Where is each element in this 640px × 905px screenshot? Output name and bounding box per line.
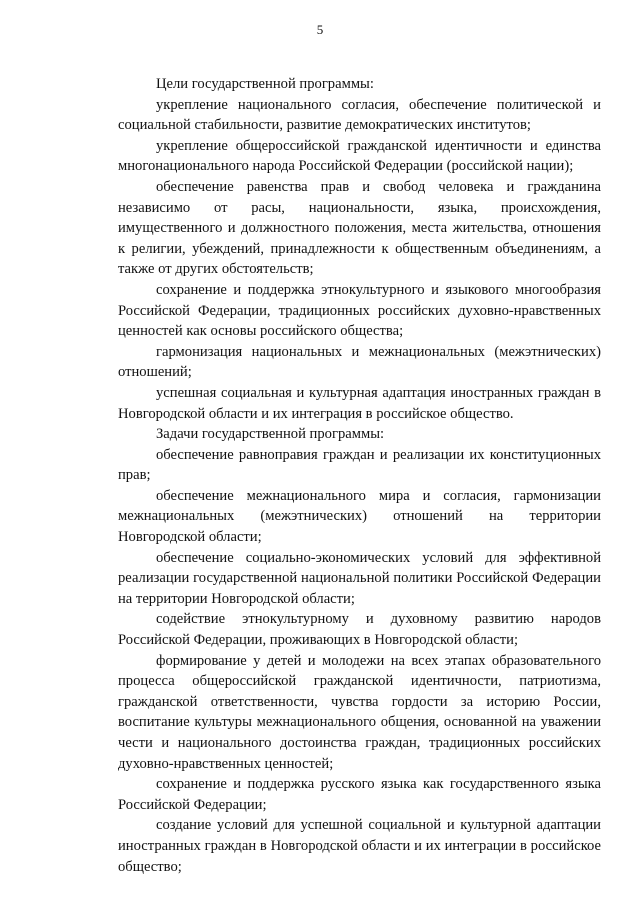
goal-item: укрепление общероссийской гражданской идентичности и единства многонационального народа Российской Федерации (российской нации); — [118, 137, 601, 175]
page-number: 5 — [316, 22, 324, 37]
task-item: формирование у детей и молодежи на всех этапах образовательного процесса общероссийской гражданской идентичности, патриотизма, гражданской ответственности, чувства гордости за историю России, воспитание культуры межнационального общения, основанной на уважении чести и национального достоинства граждан, традиционных российских духовно-нравственных ценностей; — [118, 652, 601, 772]
section-heading-goals: Цели государственной программы: — [156, 76, 374, 92]
goal-item: гармонизация национальных и межнациональных (межэтнических) отношений; — [118, 343, 601, 381]
document-body — [118, 74, 601, 877]
task-item: создание условий для успешной социальной и культурной адаптации иностранных граждан в Новгородской области и их интеграции в российское общество; — [118, 817, 601, 875]
task-item: обеспечение межнационального мира и согласия, гармонизации межнациональных (межэтнических) отношений на территории Новгородской области; — [118, 487, 601, 546]
goal-item: успешная социальная и культурная адаптация иностранных граждан в Новгородской области и их интеграция в российское общество. — [118, 384, 601, 422]
task-item: обеспечение равноправия граждан и реализации их конституционных прав; — [118, 446, 601, 484]
task-item: содействие этнокультурному и духовному развитию народов Российской Федерации, проживающих в Новгородской области; — [118, 611, 601, 649]
task-item: сохранение и поддержка русского языка как государственного языка Российской Федерации; — [118, 776, 601, 813]
section-heading-tasks: Задачи государственной программы: — [156, 426, 385, 443]
task-item: обеспечение социально-экономических условий для эффективной реализации государственной национальной политики Российской Федерации на территории Новгородской области; — [118, 549, 601, 607]
goal-item: укрепление национального согласия, обеспечение политической и социальной стабильности, развитие демократических институтов; — [118, 96, 601, 134]
goal-item: обеспечение равенства прав и свобод человека и гражданина независимо от расы, национальности, языка, происхождения, имущественного и должностного положения, места жительства, отношения к религии, убеждений, принадлежности к общественным объединениям, а также от других обстоятельств; — [118, 178, 601, 278]
goal-item: сохранение и поддержка этнокультурного и языкового многообразия Российской Федерации, традиционных российских духовно-нравственных ценностей как основы российского общества; — [118, 281, 601, 340]
